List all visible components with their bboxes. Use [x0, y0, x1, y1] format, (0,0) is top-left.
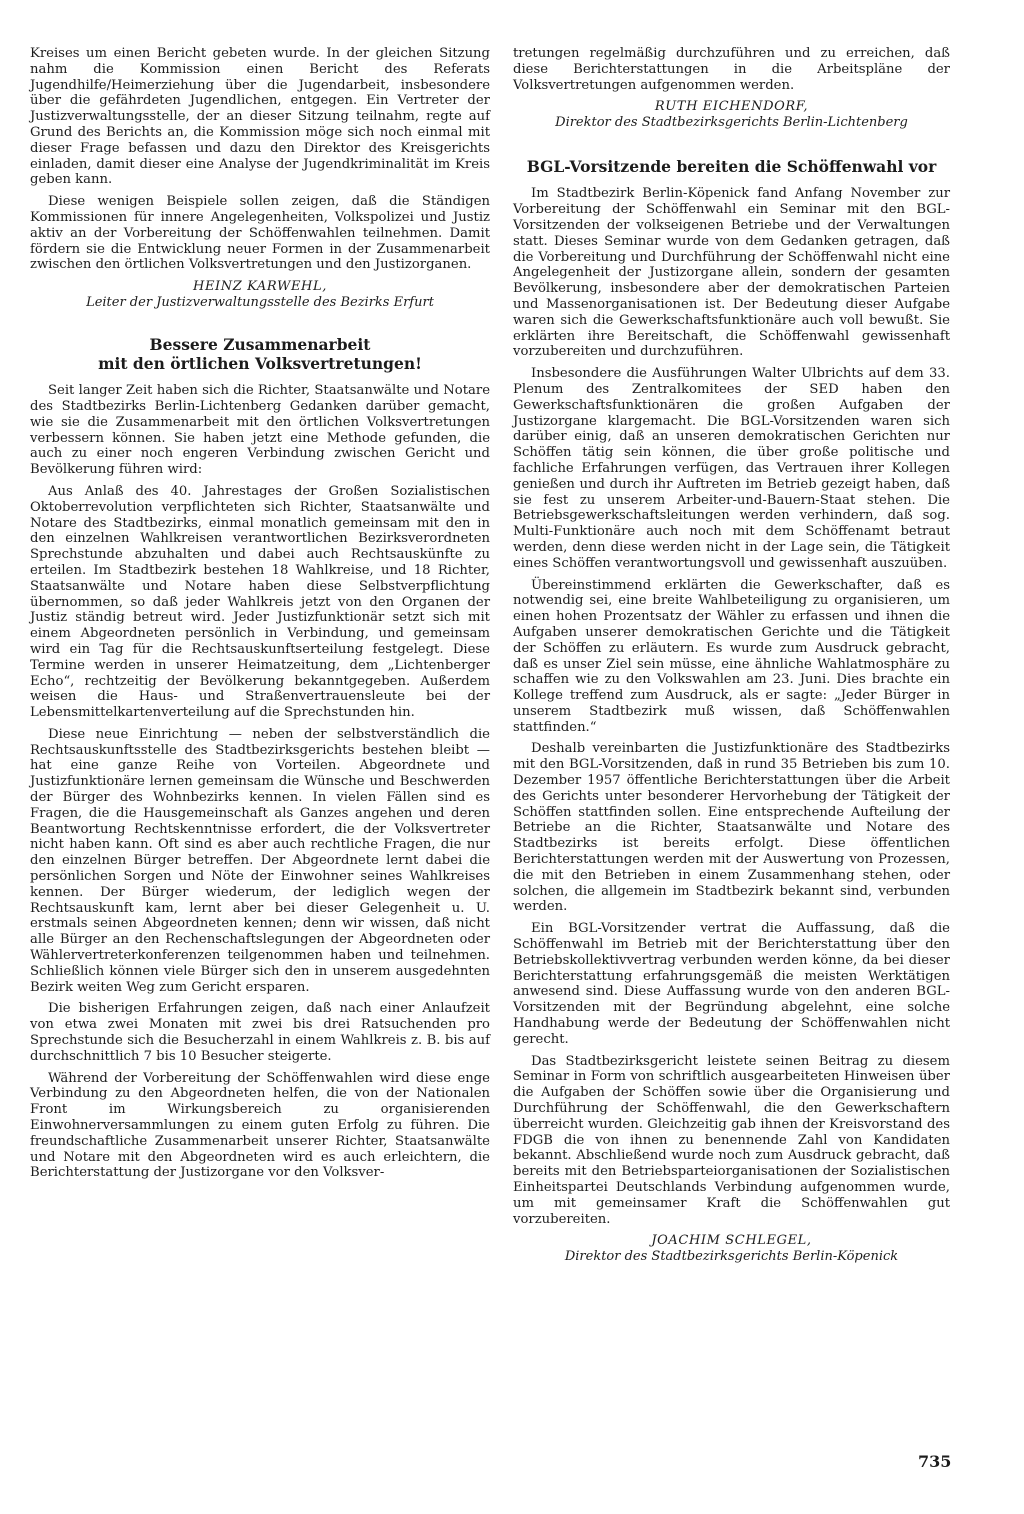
paragraph: Die bisherigen Erfahrungen zeigen, daß nach einer Anlaufzeit von etwa zwei Monaten mit zwei bis drei Ratsuchenden pro Sprechstunde sich die Besucherzahl in einem Wahlkreis z. B. bis auf durchschnittlich 7 bis 10 Besucher steigerte. — [30, 1001, 490, 1064]
paragraph: Deshalb vereinbarten die Justizfunktionäre des Stadtbezirks mit den BGL-Vorsitzenden, daß in rund 35 Betrieben bis zum 10. Dezember 1957 öffentliche Berichterstattungen über die Arbeit des Gerichts unter besonderer Hervorhebung der Tätigkeit der Schöffen stattfinden sollen. Eine entsprechende Aufteilung der Betriebe an die Richter, Staatsanwälte und Notare des Stadtbezirks ist bereits erfolgt. Diese öffentlichen Berichterstattungen werden mit der Auswertung von Prozessen, die mit den Betrieben in einem Zusammenhang stehen, oder solchen, die allgemein im Stadtbezirk bekannt sind, verbunden werden. — [513, 741, 950, 915]
article-heading — [30, 335, 490, 373]
paragraph: Kreises um einen Bericht gebeten wurde. In der gleichen Sitzung nahm die Kommission einen Bericht des Referats Jugendhilfe/Heimerziehung über die Jugendarbeit, insbesondere über die gefährdeten Jugendlichen, entgegen. Ein Vertreter der Justizverwaltungsstelle, der an dieser Sitzung teilnahm, regte auf Grund des Berichts an, die Kommission möge sich noch einmal mit dieser Frage befassen und dazu den Direktor des Kreisgerichts einladen, damit dieser eine Analyse der Jugendkriminalität im Kreis geben kann. — [30, 46, 490, 188]
paragraph: Aus Anlaß des 40. Jahrestages der Großen Sozialistischen Oktoberrevolution verpflichteten sich Richter, Staatsanwälte und Notare des Stadtbezirks, einmal monatlich gemeinsam mit den in den einzelnen Wahlkreisen verantwortlichen Bezirksverordneten Sprechstunde abzuhalten und dabei auch Rechtsauskünfte zu erteilen. Im Stadtbezirk bestehen 18 Wahlkreise, und 18 Richter, Staatsanwälte und Notare haben diese Selbstverpflichtung übernommen, so daß jeder Wahlkreis jetzt von den Organen der Justiz ständig betreut wird. Jeder Justizfunktionär setzt sich mit einem Abgeordneten persönlich in Verbindung, und gemeinsam wird ein Tag für die Rechtsauskunftserteilung festgelegt. Diese Termine werden in unserer Heimatzeitung, dem „Lichtenberger Echo“, rechtzeitig der Bevölkerung bekanntgegeben. Außerdem weisen die Haus- und Straßenvertrauensleute bei der Lebensmittelkartenverteilung auf die Sprechstunden hin. — [30, 483, 490, 721]
page-number: 735 — [918, 1452, 952, 1471]
paragraph: Diese wenigen Beispiele sollen zeigen, daß die Ständigen Kommissionen für innere Angelegenheiten, Volkspolizei und Justiz aktiv an der Vorbereitung der Schöffenwahlen teilnehmen. Damit fördern sie die Entwicklung neuer Formen in der Zusammenarbeit zwischen den örtlichen Volksvertretungen und den Justizorganen. — [30, 194, 490, 273]
article-heading: BGL-Vorsitzende bereiten die Schöffenwahl vor — [526, 157, 937, 177]
paragraph: Das Stadtbezirksgericht leistete seinen Beitrag zu diesem Seminar in Form von schriftlich ausgearbeiteten Hinweisen über die Aufgaben der Schöffen sowie über die Organisierung und Durchführung der Schöffenwahl, die den Gewerkschaftern überreicht wurden. Gleichzeitig gab ihnen der Kreisvorstand des FDGB die von ihnen zu benennende Zahl von Kandidaten bekannt. Abschließend wurde noch zum Ausdruck gebracht, daß bereits mit den Betriebsparteiorganisationen der Sozialistischen Einheitspartei Deutschlands Verbindung aufgenommen wurde, um mit gemeinsamer Kraft die Schöffenwahlen gut vorzubereiten. — [513, 1053, 950, 1227]
paragraph: Im Stadtbezirk Berlin-Köpenick fand Anfang November zur Vorbereitung der Schöffenwahl ein Seminar mit den BGL-Vorsitzenden der volkseigenen Betriebe und der Verwaltungen statt. Dieses Seminar wurde von dem Gedanken getragen, daß die Vorbereitung und Durchführung der Schöffenwahl nicht eine Angelegenheit der Justizorgane allein, sondern der gesamten Bevölkerung, insbesondere aber der demokratischen Parteien und Massenorganisationen ist. Der Bedeutung dieser Aufgabe waren sich die Gewerkschaftsfunktionäre auch voll bewußt. Sie erklärten ihre Bereitschaft, die Schöffenwahl gewissenhaft vorzubereiten und durchzuführen. — [513, 186, 950, 360]
paragraph: Insbesondere die Ausführungen Walter Ulbrichts auf dem 33. Plenum des Zentralkomitees der SED haben den Gewerkschaftsfunktionären die großen Aufgaben der Justizorgane klargemacht. Die BGL-Vorsitzenden waren sich darüber einig, daß an unseren demokratischen Gerichten nur Schöffen tätig sein können, die über große politische und fachliche Erfahrungen verfügen, das Vertrauen ihrer Kollegen genießen und durch ihr Auftreten im Betrieb gezeigt haben, daß sie fest zu unserem Arbeiter-und-Bauern-Staat stehen. Die Betriebsgewerkschaftsleitungen werden verhindern, daß sog. Multi-Funktionäre auch noch mit dem Schöffenamt betraut werden, denn diese werden nicht in der Lage sein, die Tätigkeit eines Schöffen verantwortungsvoll und gewissenhaft auszuüben. — [513, 366, 950, 571]
article-heading-line: Bessere Zusammenarbeit — [149, 335, 371, 355]
paragraph: tretungen regelmäßig durchzuführen und zu erreichen, daß diese Berichterstattungen in die Arbeitspläne der Volksvertretungen aufgenommen werden. — [513, 46, 950, 93]
paragraph: Übereinstimmend erklärten die Gewerkschafter, daß es notwendig sei, eine breite Wahlbeteiligung zu organisieren, um einen hohen Prozentsatz der Wähler zu erfassen und ihnen die Aufgaben unserer demokratischen Gerichte und die Tätigkeit der Schöffen zu erläutern. Es wurde zum Ausdruck gebracht, daß es unser Ziel sein müsse, eine ähnliche Wahlatmosphäre zu schaffen wie zu den Volkswahlen am 23. Juni. Dies brachte ein Kollege treffend zum Ausdruck, als er sagte: „Jeder Bürger in unserem Stadtbezirk muß wissen, daß Schöffenwahlen stattfinden.“ — [513, 577, 950, 735]
signature-title: Direktor des Stadtbezirksgerichts Berlin-Köpenick — [564, 1249, 899, 1265]
paragraph: Diese neue Einrichtung — neben der selbstverständlich die Rechtsauskunftsstelle des Stadtbezirksgerichts bestehen bleibt — hat eine ganze Reihe von Vorteilen. Abgeordnete und Justizfunktionäre lernen gemeinsam die Wünsche und Beschwerden der Bürger des Wohnbezirks kennen. In vielen Fällen sind es Fragen, die die Hausgemeinschaft als Ganzes angehen und deren Beantwortung Rechtskenntnisse erfordert, die der Volksvertreter nicht haben kann. Oft sind es aber auch rechtliche Fragen, die nur den einzelnen Bürger betreffen. Der Abgeordnete lernt dabei die persönlichen Sorgen und Nöte der Einwohner seines Wahlkreises kennen. Der Bürger wiederum, der lediglich wegen der Rechtsauskunft kam, lernt aber bei dieser Gelegenheit u. U. erstmals seinen Abgeordneten kennen; denn wir wissen, daß nicht alle Bürger an den Rechenschaftslegungen der Abgeordneten oder Wählervertreterkonferenzen teilgenommen haben und teilnehmen. Schließlich können viele Bürger sich den in unserem ausgedehnten Bezirk weiten Weg zum Gericht ersparen. — [30, 726, 490, 995]
paragraph: Während der Vorbereitung der Schöffenwahlen wird diese enge Verbindung zu den Abgeordneten helfen, die von der Nationalen Front im Wirkungsbereich zu organisierenden Einwohnerversammlungen zu einem guten Erfolg zu führen. Die freundschaftliche Zusammenarbeit unserer Richter, Staatsanwälte und Notare mit den Abgeordneten wird es auch erleichtern, die Berichterstattung der Justizorgane vor den Volksver- — [30, 1070, 490, 1181]
right-column — [513, 46, 950, 1275]
paragraph: Seit langer Zeit haben sich die Richter, Staatsanwälte und Notare des Stadtbezirks Berlin-Lichtenberg Gedanken darüber gemacht, wie sie die Zusammenarbeit mit den örtlichen Volksvertretungen verbessern können. Sie haben jetzt eine Methode gefunden, die auch zu einer noch engeren Verbindung zwischen Gericht und Bevölkerung führen wird: — [30, 383, 490, 478]
signature-name: HEINZ KARWEHL, — [193, 279, 327, 295]
signature-name: JOACHIM SCHLEGEL, — [651, 1233, 812, 1249]
article-heading-line: mit den örtlichen Volksvertretungen! — [98, 354, 422, 374]
paragraph: Ein BGL-Vorsitzender vertrat die Auffassung, daß die Schöffenwahl im Betrieb mit der Berichterstattung über den Betriebskollektivvertrag verbunden werden könne, da bei dieser Berichterstattung erfahrungsgemäß die meisten Werktätigen anwesend sind. Diese Auffassung wurde von den anderen BGL-Vorsitzenden mit der Begründung abgelehnt, eine solche Handhabung werde der Bedeutung der Schöffenwahlen nicht gerecht. — [513, 921, 950, 1047]
signature-name: RUTH EICHENDORF, — [654, 99, 809, 115]
left-column — [30, 46, 490, 1187]
signature-title: Direktor des Stadtbezirksgerichts Berlin-Lichtenberg — [555, 115, 908, 131]
signature-title: Leiter der Justizverwaltungsstelle des Bezirks Erfurt — [86, 295, 434, 311]
